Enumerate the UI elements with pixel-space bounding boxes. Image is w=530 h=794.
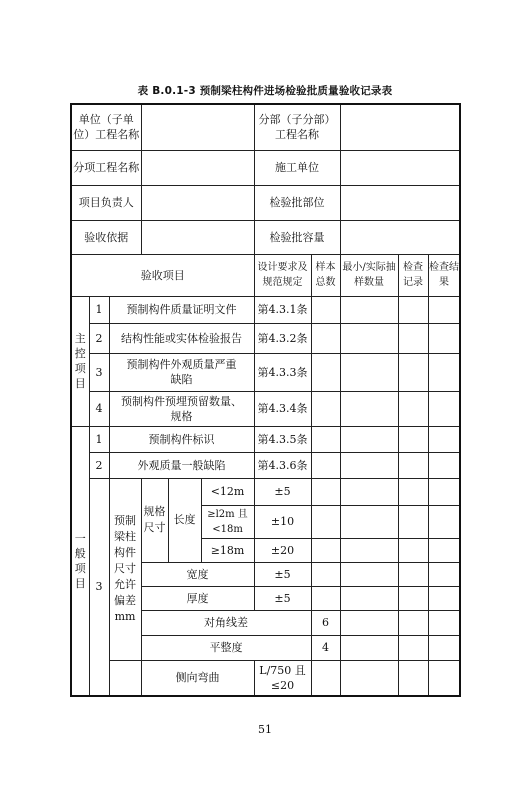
table-row [71, 426, 460, 452]
table-row [71, 452, 460, 478]
sampling-cell[interactable] [340, 660, 398, 696]
result-cell[interactable] [428, 586, 460, 610]
table-row [71, 323, 460, 353]
result-cell[interactable] [428, 452, 460, 478]
sampling-cell[interactable] [340, 323, 398, 353]
acceptance-basis-value[interactable] [141, 220, 254, 254]
sampling-cell[interactable] [340, 478, 398, 505]
record-cell[interactable] [398, 452, 428, 478]
tolerance-value: L/750 且≤20 [254, 660, 311, 696]
lateral-bending-label: 侧向弯曲 [141, 660, 254, 696]
table-row [71, 296, 460, 323]
item-number: 2 [89, 323, 109, 353]
item-name: 结构性能或实体检验报告 [109, 323, 254, 353]
table-row [71, 660, 460, 696]
record-cell[interactable] [428, 610, 460, 635]
item-name: 预制构件预埋预留数量、规格 [109, 391, 254, 426]
acceptance-basis-label: 验收依据 [71, 220, 141, 254]
item-name: 预制构件标识 [109, 426, 254, 452]
subitem-project-name-value[interactable] [141, 150, 254, 185]
result-cell[interactable] [428, 296, 460, 323]
sampling-cell[interactable] [340, 562, 398, 586]
sample-total-cell[interactable] [311, 660, 340, 696]
item-number: 2 [89, 452, 109, 478]
tolerance-value: ±5 [254, 478, 311, 505]
record-cell[interactable] [398, 562, 428, 586]
inspection-lot-location-label: 检验批部位 [254, 185, 340, 220]
tolerance-value: 6 [311, 610, 340, 635]
length-label: 长度 [168, 478, 201, 562]
col-design-requirement: 设计要求及规范规定 [254, 254, 311, 296]
page-number: 51 [258, 723, 272, 736]
sample-total-cell[interactable] [311, 391, 340, 426]
dimension-group-blank [109, 660, 141, 696]
table-row [71, 353, 460, 391]
item-number: 4 [89, 391, 109, 426]
project-leader-label: 项目负责人 [71, 185, 141, 220]
sampling-cell[interactable] [340, 505, 398, 538]
diagonal-label: 对角线差 [141, 610, 311, 635]
result-cell[interactable] [428, 538, 460, 562]
item-number: 1 [89, 296, 109, 323]
result-cell[interactable] [428, 505, 460, 538]
item-clause: 第4.3.5条 [254, 426, 311, 452]
record-cell[interactable] [398, 323, 428, 353]
col-inspection-result: 检查结果 [428, 254, 460, 296]
item-clause: 第4.3.6条 [254, 452, 311, 478]
sample-total-cell[interactable] [311, 426, 340, 452]
sampling-cell[interactable] [340, 452, 398, 478]
record-cell[interactable] [398, 538, 428, 562]
sampling-cell[interactable] [340, 538, 398, 562]
subitem-project-name-label: 分项工程名称 [71, 150, 141, 185]
sample-total-cell[interactable] [311, 296, 340, 323]
sampling-cell[interactable] [398, 635, 428, 660]
sample-total-cell[interactable] [311, 478, 340, 505]
item-clause: 第4.3.4条 [254, 391, 311, 426]
record-cell[interactable] [428, 635, 460, 660]
header-row-basis [71, 220, 460, 254]
result-cell[interactable] [428, 353, 460, 391]
division-project-name-label: 分部（子分部）工程名称 [254, 104, 340, 150]
flatness-label: 平整度 [141, 635, 311, 660]
tolerance-value: ±10 [254, 505, 311, 538]
sample-total-cell[interactable] [311, 452, 340, 478]
item-clause: 第4.3.3条 [254, 353, 311, 391]
item-number: 1 [89, 426, 109, 452]
sample-total-cell[interactable] [340, 610, 398, 635]
item-clause: 第4.3.1条 [254, 296, 311, 323]
result-cell[interactable] [428, 323, 460, 353]
col-min-actual-sampling: 最小/实际抽样数量 [340, 254, 398, 296]
sample-total-cell[interactable] [311, 538, 340, 562]
sample-total-cell[interactable] [311, 586, 340, 610]
tolerance-value: 4 [311, 635, 340, 660]
division-project-name-value[interactable] [340, 104, 460, 150]
result-cell[interactable] [428, 562, 460, 586]
inspection-lot-capacity-value[interactable] [340, 220, 460, 254]
item-name: 外观质量一般缺陷 [109, 452, 254, 478]
length-range: ≥18m [201, 538, 254, 562]
unit-project-name-value[interactable] [141, 104, 254, 150]
result-cell[interactable] [428, 478, 460, 505]
item-number: 3 [89, 478, 109, 696]
tolerance-value: ±5 [254, 562, 311, 586]
thickness-label: 厚度 [141, 586, 254, 610]
general-items-label: 一般项目 [71, 426, 89, 696]
project-leader-value[interactable] [141, 185, 254, 220]
table-title: 表 B.0.1-3 预制梁柱构件进场检验批质量验收记录表 [137, 85, 393, 97]
inspection-lot-location-value[interactable] [340, 185, 460, 220]
sample-total-cell[interactable] [311, 505, 340, 538]
sample-total-cell[interactable] [311, 562, 340, 586]
item-clause: 第4.3.2条 [254, 323, 311, 353]
header-row-subitem [71, 150, 460, 185]
length-range: <12m [201, 478, 254, 505]
record-cell[interactable] [398, 586, 428, 610]
construction-unit-label: 施工单位 [254, 150, 340, 185]
sampling-cell[interactable] [340, 391, 398, 426]
record-cell[interactable] [398, 353, 428, 391]
record-cell[interactable] [398, 391, 428, 426]
item-name: 预制构件质量证明文件 [109, 296, 254, 323]
sampling-cell[interactable] [340, 296, 398, 323]
record-cell[interactable] [398, 505, 428, 538]
construction-unit-value[interactable] [340, 150, 460, 185]
result-cell[interactable] [428, 660, 460, 696]
main-control-label: 主控项目 [71, 296, 89, 426]
sample-total-cell[interactable] [311, 353, 340, 391]
item-number: 3 [89, 353, 109, 391]
col-sample-total: 样本总数 [311, 254, 340, 296]
sample-total-cell[interactable] [340, 635, 398, 660]
record-cell[interactable] [398, 426, 428, 452]
record-cell[interactable] [398, 660, 428, 696]
width-label: 宽度 [141, 562, 254, 586]
col-inspection-record: 检查记录 [398, 254, 428, 296]
tolerance-value: ±5 [254, 586, 311, 610]
sample-total-cell[interactable] [311, 323, 340, 353]
table-row [71, 391, 460, 426]
result-cell[interactable] [428, 391, 460, 426]
record-cell[interactable] [398, 478, 428, 505]
dimension-group-label: 预制梁柱构件尺寸允许偏差mm [109, 478, 141, 660]
spec-size-label: 规格尺寸 [141, 478, 168, 562]
header-row-unit [71, 104, 460, 150]
table-row [71, 478, 460, 505]
tolerance-value: ±20 [254, 538, 311, 562]
acceptance-record-table [70, 103, 461, 697]
length-range: ≥l2m 且<18m [201, 505, 254, 538]
column-header-row [71, 254, 460, 296]
record-cell[interactable] [398, 296, 428, 323]
sampling-cell[interactable] [398, 610, 428, 635]
result-cell[interactable] [428, 426, 460, 452]
item-name: 预制构件外观质量严重缺陷 [109, 353, 254, 391]
col-acceptance-items: 验收项目 [71, 254, 254, 296]
unit-project-name-label: 单位（子单位）工程名称 [71, 104, 141, 150]
sampling-cell[interactable] [340, 426, 398, 452]
header-row-leader [71, 185, 460, 220]
inspection-lot-capacity-label: 检验批容量 [254, 220, 340, 254]
sampling-cell[interactable] [340, 586, 398, 610]
sampling-cell[interactable] [340, 353, 398, 391]
